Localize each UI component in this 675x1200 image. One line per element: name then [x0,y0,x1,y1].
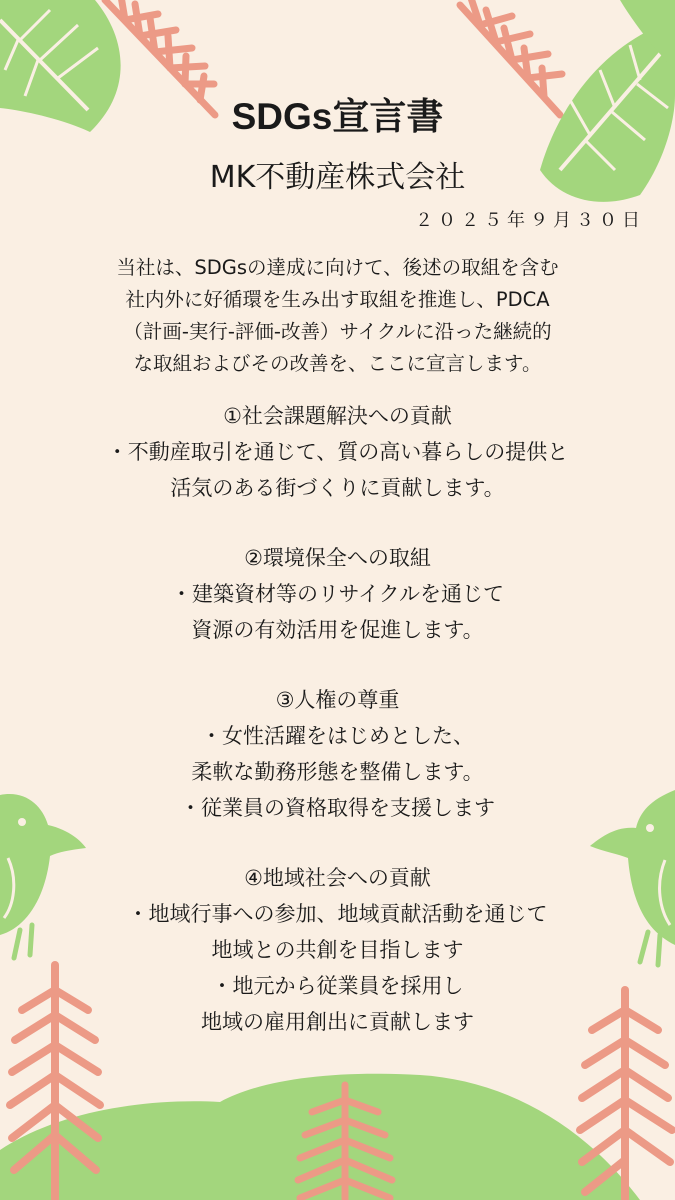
section-line: ・地元から従業員を採用し [211,974,464,998]
section-community [0,860,675,1040]
section-line: 柔軟な勤務形態を整備します。 [191,760,484,784]
section-human-rights [0,682,675,826]
section-heading: ④地域社会への貢献 [244,866,431,890]
intro-line: な取組およびその改善を、ここに宣言します。 [133,352,542,375]
intro-paragraph [0,252,675,380]
section-line: 資源の有効活用を促進します。 [191,618,484,642]
section-line: ・従業員の資格取得を支援します [180,796,495,820]
declaration-date: ２０２５年９月３０日 [415,210,645,231]
section-line: 活気のある街づくりに貢献します。 [170,476,505,500]
section-heading: ②環境保全への取組 [244,546,431,570]
intro-line: （計画-実行-評価-改善）サイクルに沿った継続的 [123,320,552,343]
section-line: 地域の雇用創出に貢献します [201,1010,474,1034]
section-environment [0,540,675,648]
section-line: ・地域行事への参加、地域貢献活動を通じて [127,902,548,926]
section-social-issues [0,398,675,506]
document-title: SDGs宣言書 [231,96,444,137]
section-line: 地域との共創を目指します [211,938,464,962]
intro-line: 社内外に好循環を生み出す取組を推進し、PDCA [125,288,550,311]
section-line: ・女性活躍をはじめとした、 [201,724,474,748]
intro-line: 当社は、SDGsの達成に向けて、後述の取組を含む [116,256,559,279]
company-name: MK不動産株式会社 [209,160,466,195]
section-heading: ①社会課題解決への貢献 [223,404,452,428]
section-line: ・建築資材等のリサイクルを通じて [170,582,505,606]
section-line: ・不動産取引を通じて、質の高い暮らしの提供と [106,440,569,464]
section-heading: ③人権の尊重 [275,688,400,712]
